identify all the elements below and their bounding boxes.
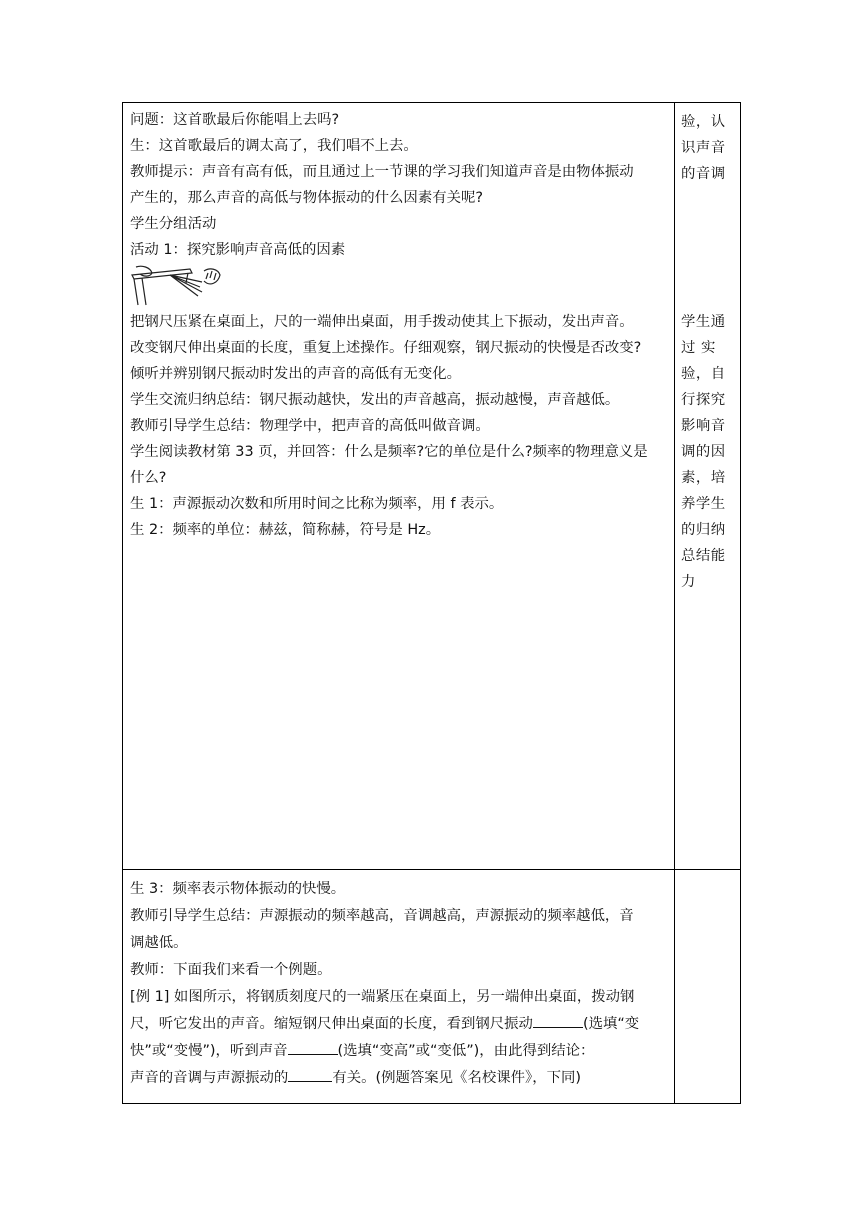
design-intent-cell	[675, 870, 741, 1104]
text-line: 问题：这首歌最后你能唱上去吗?	[130, 112, 340, 128]
table-row	[123, 103, 741, 870]
text-line: 教师提示：声音有高有低，而且通过上一节课的学习我们知道声音是由物体振动	[130, 164, 634, 180]
side-line: 素，培	[681, 470, 726, 486]
answer-blank	[288, 1040, 338, 1055]
text-line: 什么?	[130, 470, 167, 486]
text-line	[130, 1038, 670, 1065]
text-fragment: 声音的音调与声源振动的	[130, 1070, 289, 1086]
teaching-content-cell	[123, 103, 675, 870]
side-line: 调的因	[681, 444, 726, 460]
side-line: 的归纳	[681, 522, 726, 538]
text-line: 学生交流归纳总结：钢尺振动越快，发出的声音越高，振动越慢，声音越低。	[130, 392, 620, 408]
text-fragment: 有关。(例题答案见《名校课件》，下同)	[332, 1070, 581, 1086]
design-intent-cell	[675, 103, 741, 870]
side-line: 影响音	[681, 418, 726, 434]
side-line: 识声音	[681, 140, 726, 156]
answer-blank	[533, 1013, 583, 1028]
text-fragment: (选填“变高”或“变低”)，由此得到结论：	[337, 1043, 595, 1059]
text-line: 教师：下面我们来看一个例题。	[130, 962, 332, 978]
side-line: 过 实	[681, 340, 716, 356]
text-line: 倾听并辨别钢尺振动时发出的声音的高低有无变化。	[130, 366, 461, 382]
text-line: 改变钢尺伸出桌面的长度，重复上述操作。仔细观察，钢尺振动的快慢是否改变?	[130, 340, 642, 356]
table-row	[123, 870, 741, 1104]
side-line: 行探究	[681, 392, 726, 408]
text-fragment: 尺，听它发出的声音。缩短钢尺伸出桌面的长度，看到钢尺振动	[130, 1016, 533, 1032]
lesson-table	[122, 102, 741, 1104]
side-line: 学生通	[681, 314, 726, 330]
side-line: 养学生	[681, 496, 726, 512]
side-line: 验，自	[681, 366, 726, 382]
text-fragment: 快”或“变慢”)，听到声音	[130, 1043, 288, 1059]
design-intent-text	[681, 309, 736, 595]
text-line: 活动 1：探究影响声音高低的因素	[130, 242, 346, 258]
side-line: 力	[681, 574, 696, 590]
text-line: 调越低。	[130, 935, 188, 951]
text-line: 生 3：频率表示物体振动的快慢。	[130, 881, 346, 897]
text-line: 产生的，那么声音的高低与物体振动的什么因素有关呢?	[130, 190, 484, 206]
side-line: 总结能	[681, 548, 726, 564]
text-line: 学生阅读教材第 33 页，并回答：什么是频率?它的单位是什么?频率的物理意义是	[130, 444, 648, 460]
answer-blank	[288, 1067, 332, 1082]
text-line: 教师引导学生总结：物理学中，把声音的高低叫做音调。	[130, 418, 490, 434]
text-line: 生：这首歌最后的调太高了，我们唱不上去。	[130, 138, 418, 154]
text-line: 教师引导学生总结：声源振动的频率越高，音调越高，声源振动的频率越低，音	[130, 908, 634, 924]
text-line	[130, 1011, 670, 1038]
text-line: 把钢尺压紧在桌面上，尺的一端伸出桌面，用手拨动使其上下振动，发出声音。	[130, 314, 634, 330]
teaching-content-cell	[123, 870, 675, 1104]
side-line: 验，认	[681, 114, 726, 130]
text-line: 生 1：声源振动次数和所用时间之比称为频率，用 f 表示。	[130, 496, 504, 512]
steel-ruler-vibration-figure	[130, 265, 222, 307]
design-intent-text	[681, 109, 736, 187]
text-line	[130, 1065, 670, 1092]
text-fragment: (选填“变	[582, 1016, 640, 1032]
text-line: 学生分组活动	[130, 216, 217, 232]
text-line: 生 2：频率的单位：赫兹，简称赫，符号是 Hz。	[130, 522, 441, 538]
side-line: 的音调	[681, 166, 726, 182]
text-line: [例 1] 如图所示，将钢质刻度尺的一端紧压在桌面上，另一端伸出桌面，拨动钢	[130, 989, 635, 1005]
